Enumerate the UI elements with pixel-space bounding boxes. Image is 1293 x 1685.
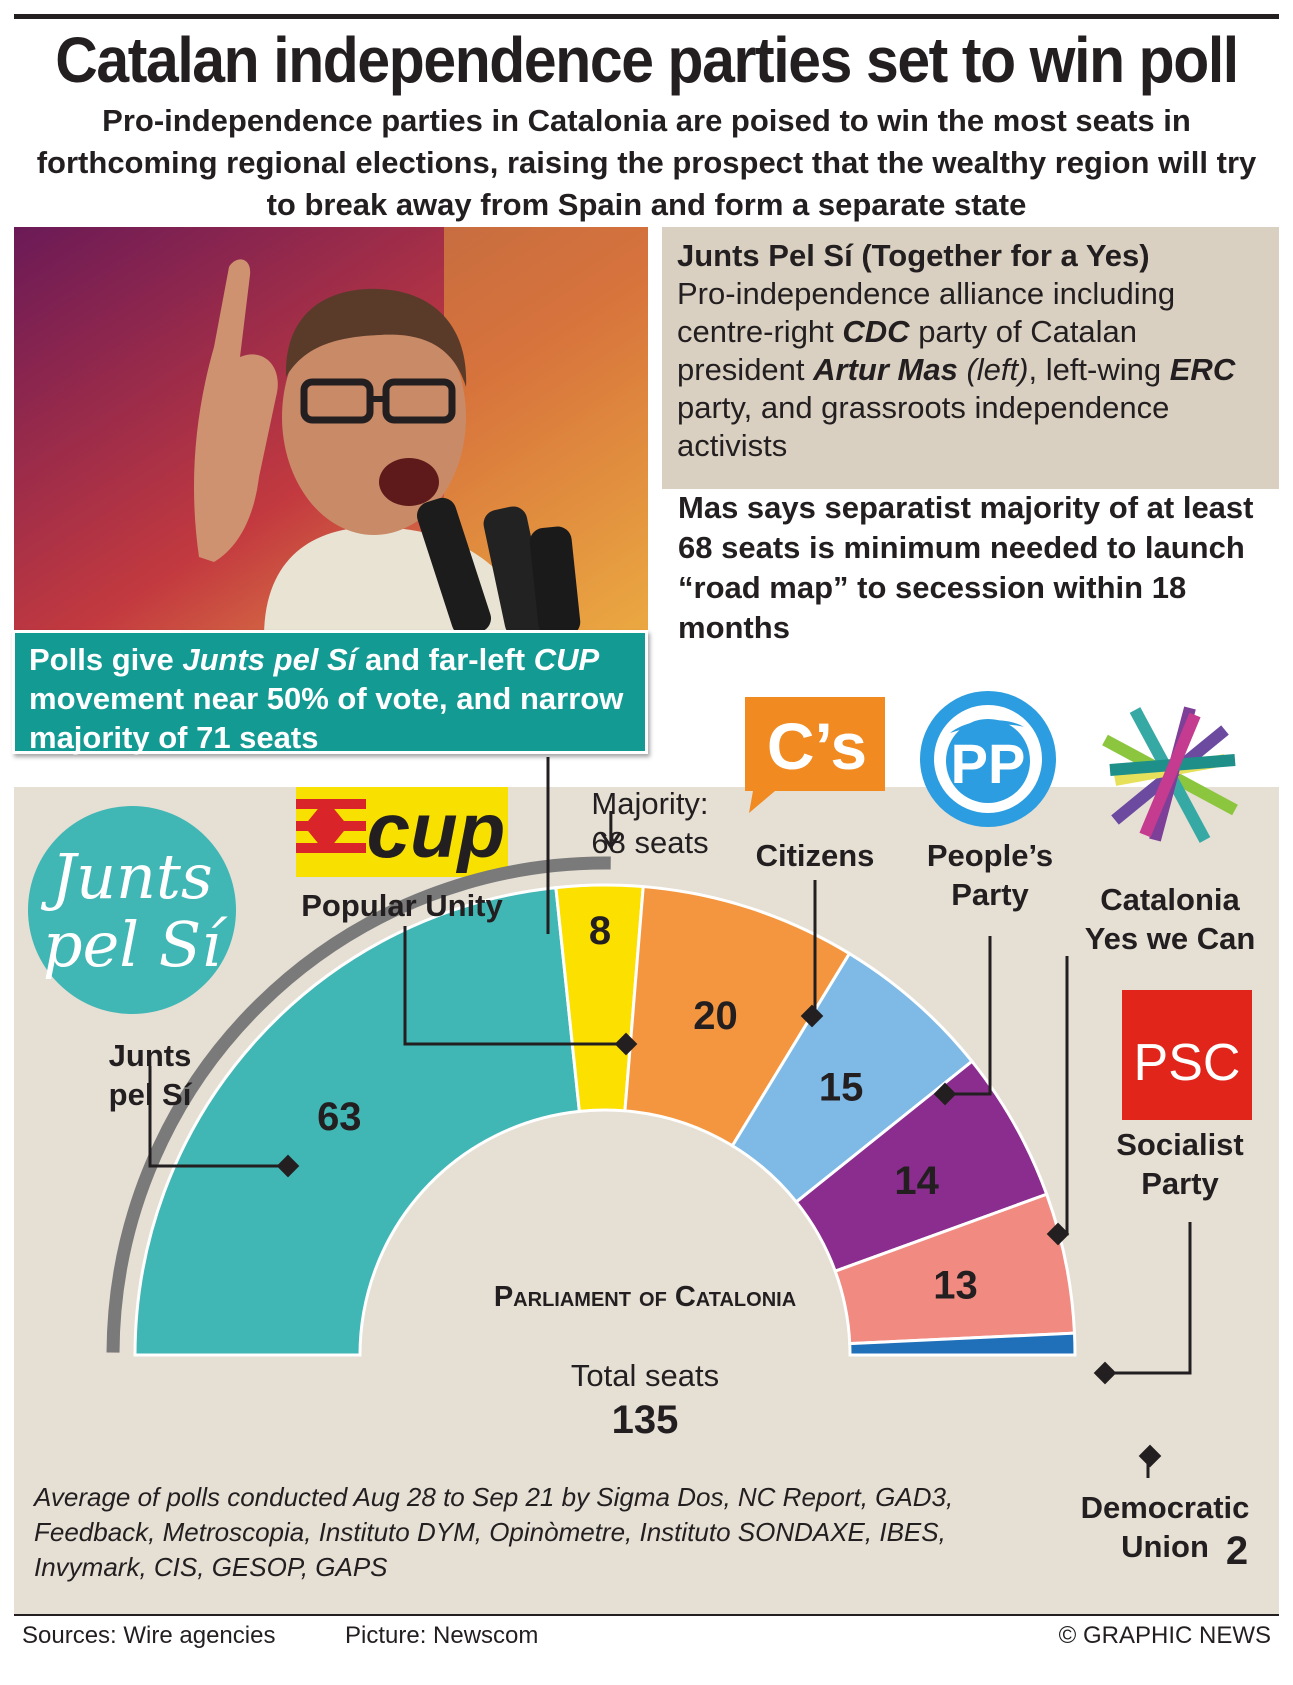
value-junts-pel-s: 63: [317, 1094, 362, 1139]
citizens-logo-text: C’s: [766, 709, 868, 783]
cup-logo-text: cup: [366, 787, 506, 874]
page-subtitle: Pro-independence parties in Catalonia are poised to win the most seats in forthcoming regional elections, raising the prospect that the wealthy region will try to break away from Spain and form a separate state: [36, 103, 1257, 222]
junts-info-t5: party, and grassroots independence activists: [677, 390, 1170, 463]
psc-logo-text: PSC: [1133, 1034, 1241, 1092]
junts-info-left: (left): [957, 352, 1029, 387]
junts-info-t4: , left-wing: [1028, 352, 1170, 387]
junts-info-t2: party of Catalan president: [677, 314, 1138, 387]
junts-info-cdc: CDC: [842, 314, 910, 349]
total-seats-value: 135: [611, 1398, 679, 1442]
label-junts: Junts pel Sí: [108, 1038, 192, 1112]
leader-dot-5: [1094, 1362, 1117, 1385]
polls-callout: [12, 630, 648, 754]
bottom-rule: [14, 1614, 1279, 1616]
junts-logo-line1: Junts: [51, 840, 213, 913]
picture-credit: Picture: Newscom: [345, 1622, 539, 1649]
label-popular-unity: Popular Unity: [301, 888, 503, 923]
leader-dot-6: [1139, 1445, 1162, 1468]
value-catalonia-yes-we-can: 14: [894, 1158, 939, 1203]
value-people-s-party: 15: [818, 1065, 864, 1110]
label-peoples-party: People’s Party: [926, 838, 1054, 912]
leader-socialist: [1105, 1222, 1190, 1373]
parliament-title: Parliament of Catalonia: [493, 1281, 797, 1313]
polls-t1: Polls give: [29, 642, 183, 677]
polls-t3: movement near 50% of vote, and narrow majority of 71 seats: [29, 681, 624, 755]
pp-logo-text: PP: [950, 732, 1026, 795]
footnote: Average of polls conducted Aug 28 to Sep 21 by Sigma Dos, NC Report, GAD3, Feedback, Metroscopia, Instituto DYM, Opinòmetre, Instituto SONDAXE, IBES, Invymark, CIS, GESOP, GAPS: [34, 1482, 954, 1582]
label-catalonia-yes: Catalonia Yes we Can: [1084, 882, 1256, 956]
majority-label: Majority: 68 seats: [591, 786, 709, 860]
mas-note: Mas says separatist majority of at least 68 seats is minimum needed to launch “road map” to secession within 18 months: [678, 490, 1254, 645]
junts-info-heading: Junts Pel Sí (Together for a Yes): [677, 238, 1150, 273]
value-citizens: 20: [693, 993, 738, 1038]
junts-info-artur-mas: Artur Mas: [813, 352, 958, 387]
label-democratic-union: Democratic Union: [1080, 1490, 1250, 1564]
value-socialist-party: 13: [933, 1263, 978, 1308]
copyright: © GRAPHIC NEWS: [1058, 1622, 1271, 1649]
page-title: Catalan independence parties set to win poll: [55, 24, 1238, 96]
value-popular-unity: 8: [588, 909, 612, 954]
polls-t2: and far-left: [356, 642, 534, 677]
polls-junts: Junts pel Sí: [182, 642, 357, 677]
junts-info-erc: ERC: [1169, 352, 1236, 387]
label-citizens: Citizens: [755, 838, 875, 873]
polls-cup: CUP: [533, 642, 600, 677]
total-seats-label: Total seats: [570, 1358, 720, 1393]
leader-catalonia-yes: [1058, 956, 1067, 1234]
sources: Sources: Wire agencies: [22, 1622, 276, 1649]
label-socialist-party: Socialist Party: [1116, 1127, 1244, 1201]
junts-logo-line2: pel Sí: [42, 908, 222, 981]
junts-info-t1: Pro-independence alliance including centre-right: [677, 276, 1176, 349]
value-democratic-union: 2: [1225, 1529, 1249, 1573]
